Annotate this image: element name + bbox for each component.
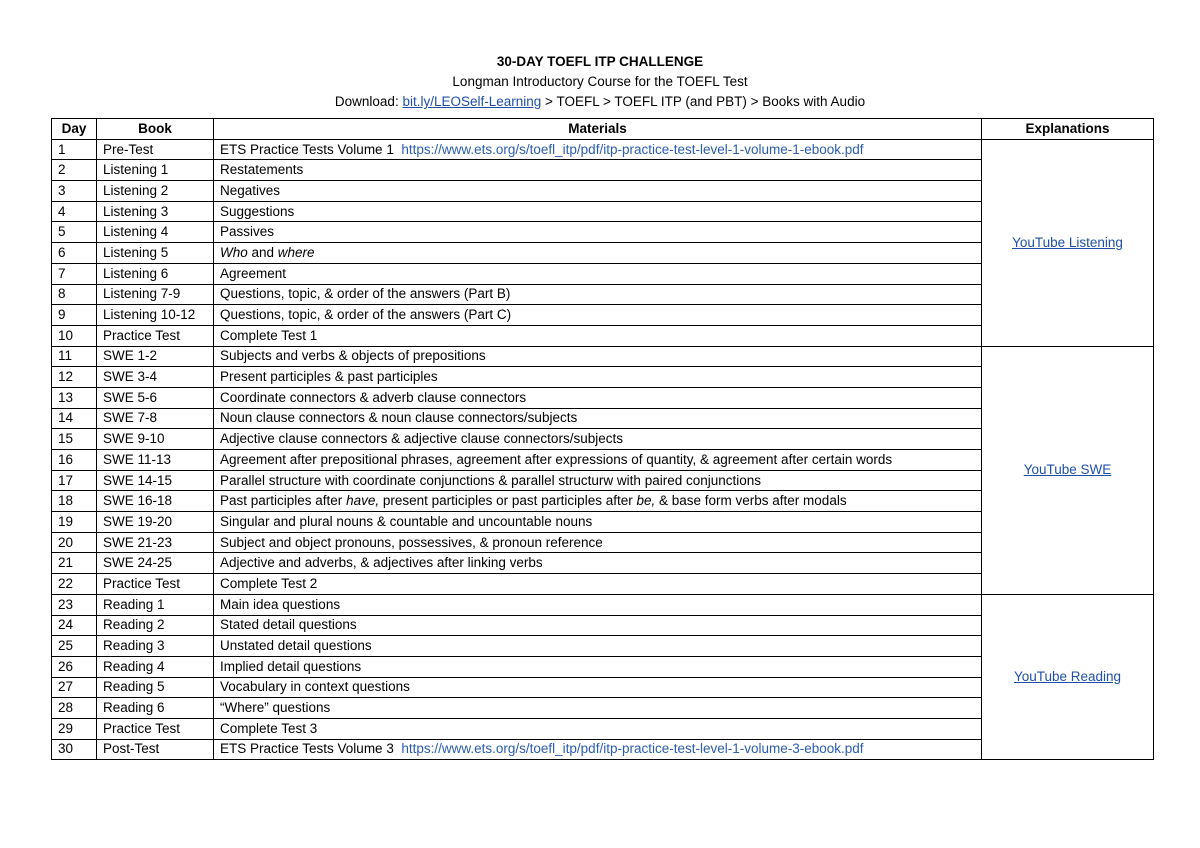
day-cell: 25	[52, 636, 97, 657]
materials-cell: Subjects and verbs & objects of prepositions	[214, 346, 982, 367]
book-cell: Post-Test	[97, 739, 214, 760]
book-cell: Practice Test	[97, 325, 214, 346]
book-cell: Reading 4	[97, 656, 214, 677]
day-cell: 10	[52, 325, 97, 346]
book-cell: Reading 1	[97, 594, 214, 615]
materials-cell: Agreement	[214, 263, 982, 284]
materials-cell	[214, 491, 982, 512]
header-materials: Materials	[214, 119, 982, 140]
book-cell: Listening 10-12	[97, 305, 214, 326]
book-cell: Reading 2	[97, 615, 214, 636]
day-cell: 11	[52, 346, 97, 367]
day-cell: 14	[52, 408, 97, 429]
materials-text: ETS Practice Tests Volume 3	[220, 741, 394, 757]
book-cell: Practice Test	[97, 574, 214, 595]
header-explanations: Explanations	[982, 119, 1154, 140]
day-cell: 20	[52, 532, 97, 553]
ets-volume-3-link[interactable]: https://www.ets.org/s/toefl_itp/pdf/itp-practice-test-level-1-volume-3-ebook.pdf	[401, 741, 864, 757]
materials-cell: Implied detail questions	[214, 656, 982, 677]
book-cell: Practice Test	[97, 718, 214, 739]
day-cell: 24	[52, 615, 97, 636]
day-cell: 2	[52, 160, 97, 181]
materials-cell: Passives	[214, 222, 982, 243]
book-cell: SWE 24-25	[97, 553, 214, 574]
materials-cell: Negatives	[214, 181, 982, 202]
document-subtitle: Longman Introductory Course for the TOEFL Test	[452, 74, 748, 89]
explanation-reading-cell	[982, 594, 1154, 760]
header-book: Book	[97, 119, 214, 140]
download-link[interactable]: bit.ly/LEOSelf-Learning	[402, 94, 542, 109]
book-cell: Pre-Test	[97, 139, 214, 160]
book-cell: Listening 5	[97, 243, 214, 264]
materials-cell: Complete Test 1	[214, 325, 982, 346]
book-cell: SWE 7-8	[97, 408, 214, 429]
materials-text: Past participles after	[220, 493, 347, 509]
day-cell: 9	[52, 305, 97, 326]
ets-volume-1-link[interactable]: https://www.ets.org/s/toefl_itp/pdf/itp-practice-test-level-1-volume-1-ebook.pdf	[401, 141, 864, 157]
materials-cell: Complete Test 2	[214, 574, 982, 595]
materials-cell: Vocabulary in context questions	[214, 677, 982, 698]
materials-cell: Parallel structure with coordinate conjunctions & parallel structurw with paired conjunctions	[214, 470, 982, 491]
youtube-swe-link[interactable]: YouTube SWE	[1023, 462, 1112, 478]
day-cell: 15	[52, 429, 97, 450]
download-path: > TOEFL > TOEFL ITP (and PBT) > Books with Audio	[541, 94, 866, 109]
day-cell: 23	[52, 594, 97, 615]
materials-cell	[214, 243, 982, 264]
materials-italic-have: have,	[346, 493, 380, 509]
download-label: Download:	[334, 94, 399, 109]
materials-cell: “Where” questions	[214, 698, 982, 719]
table-header-row	[52, 119, 1154, 140]
materials-cell	[214, 139, 982, 160]
materials-cell: Adjective and adverbs, & adjectives after linking verbs	[214, 553, 982, 574]
materials-italic-be: be,	[636, 493, 656, 509]
book-cell: Listening 7-9	[97, 284, 214, 305]
table-row	[52, 139, 1154, 160]
book-cell: SWE 1-2	[97, 346, 214, 367]
day-cell: 16	[52, 450, 97, 471]
table-row	[52, 346, 1154, 367]
materials-cell: Restatements	[214, 160, 982, 181]
youtube-listening-link[interactable]: YouTube Listening	[1012, 234, 1123, 250]
day-cell: 26	[52, 656, 97, 677]
table-row	[52, 594, 1154, 615]
day-cell: 21	[52, 553, 97, 574]
book-cell: Reading 3	[97, 636, 214, 657]
day-cell: 22	[52, 574, 97, 595]
book-cell: Reading 5	[97, 677, 214, 698]
day-cell: 3	[52, 181, 97, 202]
book-cell: SWE 11-13	[97, 450, 214, 471]
day-cell: 27	[52, 677, 97, 698]
materials-italic-who: Who	[220, 244, 248, 260]
book-cell: SWE 16-18	[97, 491, 214, 512]
materials-text: present participles or past participles after	[379, 493, 637, 509]
youtube-reading-link[interactable]: YouTube Reading	[1013, 669, 1122, 685]
materials-cell: Complete Test 3	[214, 718, 982, 739]
materials-cell: Agreement after prepositional phrases, agreement after expressions of quantity, & agreement after certain words	[214, 450, 982, 471]
book-cell: SWE 3-4	[97, 367, 214, 388]
day-cell: 30	[52, 739, 97, 760]
day-cell: 18	[52, 491, 97, 512]
book-cell: Listening 4	[97, 222, 214, 243]
materials-cell: Suggestions	[214, 201, 982, 222]
download-line	[0, 92, 1200, 112]
challenge-table	[51, 118, 1154, 760]
materials-cell	[214, 739, 982, 760]
day-cell: 17	[52, 470, 97, 491]
day-cell: 8	[52, 284, 97, 305]
materials-cell: Present participles & past participles	[214, 367, 982, 388]
header-day: Day	[52, 119, 97, 140]
day-cell: 6	[52, 243, 97, 264]
materials-cell: Adjective clause connectors & adjective clause connectors/subjects	[214, 429, 982, 450]
day-cell: 1	[52, 139, 97, 160]
explanation-swe-cell	[982, 346, 1154, 594]
book-cell: SWE 19-20	[97, 512, 214, 533]
materials-text: and	[247, 244, 278, 260]
materials-cell: Subject and object pronouns, possessives, & pronoun reference	[214, 532, 982, 553]
book-cell: Listening 1	[97, 160, 214, 181]
materials-cell: Questions, topic, & order of the answers (Part C)	[214, 305, 982, 326]
day-cell: 13	[52, 387, 97, 408]
day-cell: 19	[52, 512, 97, 533]
day-cell: 12	[52, 367, 97, 388]
day-cell: 4	[52, 201, 97, 222]
materials-cell: Unstated detail questions	[214, 636, 982, 657]
materials-italic-where: where	[277, 244, 315, 260]
document-header	[0, 52, 1200, 112]
materials-text: ETS Practice Tests Volume 1	[220, 141, 394, 157]
materials-cell: Singular and plural nouns & countable and uncountable nouns	[214, 512, 982, 533]
materials-cell: Noun clause connectors & noun clause connectors/subjects	[214, 408, 982, 429]
book-cell: SWE 21-23	[97, 532, 214, 553]
day-cell: 29	[52, 718, 97, 739]
materials-cell: Main idea questions	[214, 594, 982, 615]
day-cell: 28	[52, 698, 97, 719]
book-cell: SWE 5-6	[97, 387, 214, 408]
document-title: 30-DAY TOEFL ITP CHALLENGE	[496, 54, 704, 69]
explanation-listening-cell	[982, 139, 1154, 346]
day-cell: 7	[52, 263, 97, 284]
day-cell: 5	[52, 222, 97, 243]
book-cell: Reading 6	[97, 698, 214, 719]
book-cell: SWE 9-10	[97, 429, 214, 450]
materials-cell: Coordinate connectors & adverb clause connectors	[214, 387, 982, 408]
book-cell: Listening 3	[97, 201, 214, 222]
materials-cell: Questions, topic, & order of the answers (Part B)	[214, 284, 982, 305]
book-cell: Listening 6	[97, 263, 214, 284]
materials-cell: Stated detail questions	[214, 615, 982, 636]
book-cell: Listening 2	[97, 181, 214, 202]
book-cell: SWE 14-15	[97, 470, 214, 491]
materials-text: & base form verbs after modals	[655, 493, 847, 509]
